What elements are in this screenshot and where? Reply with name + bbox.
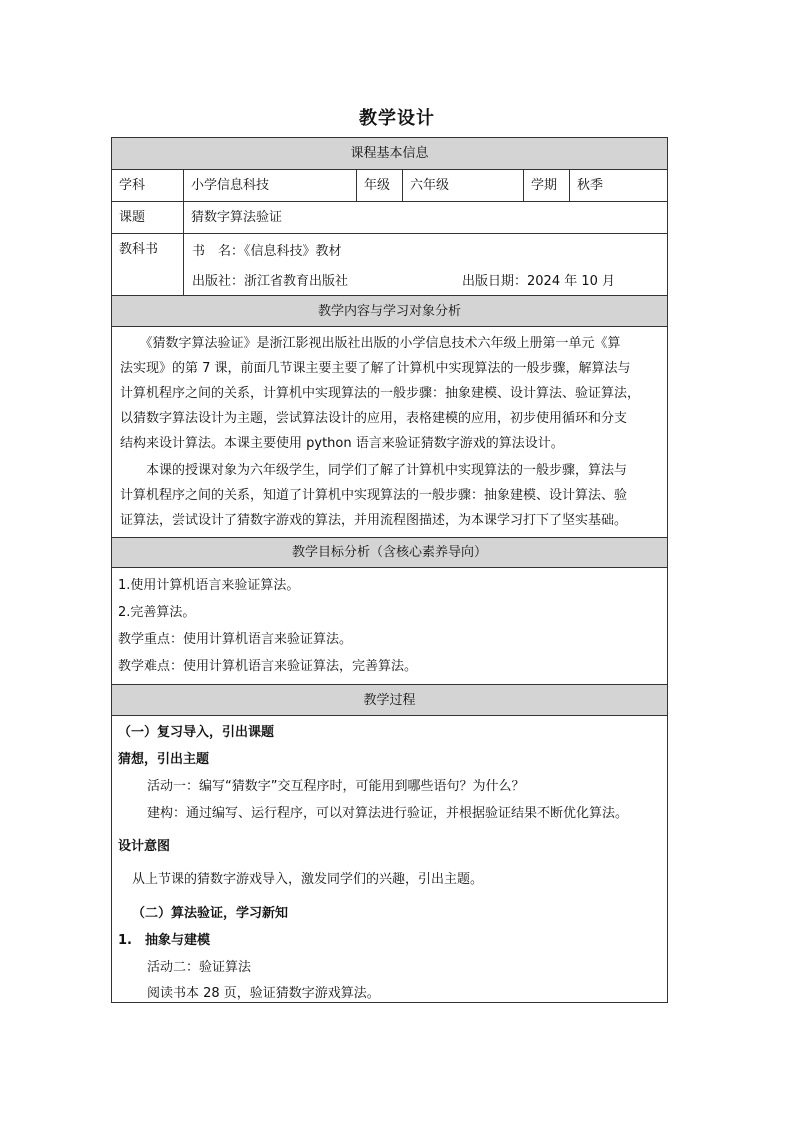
textbook-row (112, 234, 667, 296)
document-title: 教学设计 (359, 108, 435, 129)
subject-label: 学科 (112, 170, 184, 201)
design-intent-heading: 设计意图 (118, 839, 171, 854)
textbook-label: 教科书 (112, 234, 184, 295)
grade-value: 六年级 (403, 170, 524, 201)
content-line: 《猜数字算法验证》是浙江影视出版社出版的小学信息技术六年级上册第一单元《算 (120, 336, 621, 351)
section-header-process: 教学过程 (112, 685, 667, 716)
activity1-text: 活动一：编写“猜数字”交互程序时，可能用到哪些语句？为什么？ (147, 779, 525, 794)
subject-value: 小学信息科技 (184, 170, 357, 201)
goal-analysis-body (112, 568, 667, 685)
section-header-basic-info: 课程基本信息 (112, 138, 667, 170)
construct-text: 建构：通过编写、运行程序，可以对算法进行验证，并根据验证结果不断优化算法。 (147, 806, 629, 821)
intent-text: 从上节课的猜数字游戏导入，激发同学们的兴趣，引出主题。 (132, 872, 484, 887)
step1-heading: 1. 抽象与建模 (118, 933, 210, 948)
content-line: 法实现》的第 7 课，前面几节课主要主要了解了计算机中实现算法的一般步骤，解算法与 (120, 361, 631, 376)
content-line: 以猜数字算法设计为主题，尝试算法设计的应用，表格建模的应用，初步使用循环和分支 (120, 411, 628, 426)
term-label: 学期 (524, 170, 570, 201)
read-text: 阅读书本 28 页，验证猜数字游戏算法。 (147, 986, 380, 1001)
term-value: 秋季 (577, 178, 604, 193)
grade-label: 年级 (357, 170, 403, 201)
book-name: 书 名：《信息科技》教材 (192, 244, 342, 259)
publisher: 出版社：浙江省教育出版社 (192, 274, 349, 289)
lesson-plan-table (111, 137, 668, 1003)
content-line: 证算法，尝试设计了猜数字游戏的算法，并用流程图描述，为本课学习打下了坚实基础。 (120, 513, 628, 528)
content-line: 计算机程序之间的关系，知道了计算机中实现算法的一般步骤：抽象建模、设计算法、验 (120, 488, 628, 503)
process-part2-heading: （二）算法验证，学习新知 (132, 906, 289, 921)
section-header-content-analysis: 教学内容与学习对象分析 (112, 296, 667, 327)
subject-row (112, 170, 667, 202)
goal-line: 1.使用计算机语言来验证算法。 (118, 578, 300, 593)
activity2-text: 活动二：验证算法 (147, 960, 252, 975)
topic-value: 猜数字算法验证 (191, 210, 283, 225)
process-body (112, 716, 667, 1002)
publish-date: 出版日期：2024 年 10 月 (462, 274, 616, 289)
content-line: 计算机程序之间的关系，计算机中实现算法的一般步骤：抽象建模、设计算法、验证算法， (120, 386, 641, 401)
goal-line: 教学难点：使用计算机语言来验证算法，完善算法。 (118, 659, 418, 674)
topic-row (112, 202, 667, 234)
topic-label: 课题 (112, 202, 184, 233)
content-line: 结构来设计算法。本课主要使用 python 语言来验证猜数字游戏的算法设计。 (120, 436, 564, 451)
process-part1-heading: （一）复习导入，引出课题 (118, 725, 275, 740)
content-analysis-body (112, 327, 667, 538)
goal-line: 教学重点：使用计算机语言来验证算法。 (118, 632, 353, 647)
goal-line: 2.完善算法。 (118, 605, 196, 620)
guess-heading: 猜想，引出主题 (118, 752, 210, 767)
section-header-goal-analysis: 教学目标分析（含核心素养导向） (112, 538, 667, 568)
content-line: 本课的授课对象为六年级学生，同学们了解了计算机中实现算法的一般步骤，算法与 (120, 463, 628, 478)
